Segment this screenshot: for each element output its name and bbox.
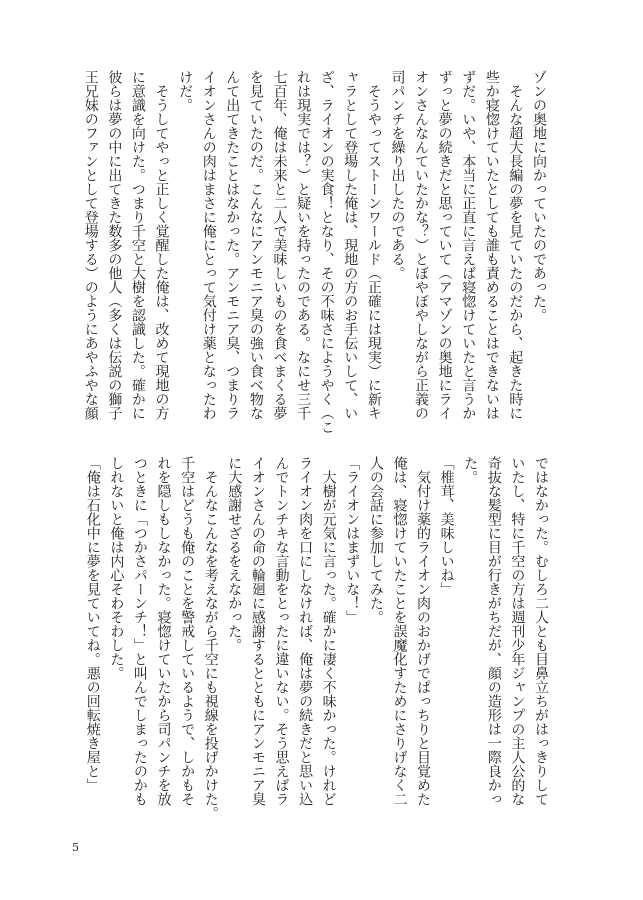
text-line: 「俺は石化中に夢を見ていてね。悪の回転焼き屋と」 [84,456,101,792]
text-line: 奇抜な髪型に目が行きがちだが、顔の造形は一際良かっ [485,456,502,806]
text-line: れは現実では？）と疑いを持ったのである。なにせ三千 [295,70,312,420]
text-line: 俺は、寝惚けていたことを誤魔化すためにさりげなく二 [391,456,408,806]
text-line: んて出てきたことはなかった。アンモニア臭、つまりラ [224,70,241,420]
text-line: ざ、ライオンの実食！となり、その不味さにようやく（こ [318,70,335,434]
text-line: に大感謝せざるをえなかった。 [226,456,243,652]
bottom-text-block [80,456,552,828]
text-line: 司パンチを繰り出したのである。 [389,70,406,280]
text-line: そうやってストーンワールド（正確には現実）に新キ [365,70,382,420]
text-line: オンさんなんていたかな？）とぼやぼやしながら正義の [413,70,430,420]
top-text-block [78,70,550,442]
text-line: イオンさんの命の輪廻に感謝するとともにアンモニア臭 [249,456,266,806]
text-line: 千空はどうも俺のことを警戒しているようで、しかもそ [179,456,196,806]
text-line: 大樹が元気に言った。確かに凄く不味かった。けれど [320,456,337,806]
text-line: んでトンチキな言動をとったに違いない。そう思えばラ [273,456,290,806]
text-line: 人の会話に参加してみた。 [367,456,384,624]
text-line: 七百年、俺は未来と二人で美味しいものを食べまくる夢 [271,70,288,420]
text-line: ずっと夢の続きだと思っていて（アマゾンの奥地にライ [436,70,453,420]
text-line: 「椎茸、美味しいね」 [438,456,455,596]
page-number: 5 [72,841,79,854]
text-line: つときに「つかさパーンチ！」と叫んでしまったのかも [131,456,148,806]
text-line: を見ていたのだ。こんなにアンモニア臭の強い食べ物な [247,70,264,420]
text-line: そんなこんなを考えながら千空にも視線を投げかけた。 [202,456,219,820]
text-line: た。 [462,456,479,484]
text-line: そんな超大長編の夢を見ていたのだから、起きた時に [507,70,524,420]
text-line: しれないと俺は内心そわそわした。 [108,456,125,680]
text-line: 王兄妹のファンとして登場する）のようにあやふやな顔 [82,70,99,420]
text-line: 「ライオンはまずいな！」 [344,456,361,624]
text-line: けだ。 [177,70,194,112]
text-line: に意識を向けた。つまり千空と大樹を認識した。確かに [129,70,146,420]
text-line: ゾンの奥地に向かっていたのであった。 [531,70,547,322]
text-line: ライオン肉を口にしなければ、俺は夢の続きだと思い込 [297,456,314,806]
text-line: ャラとして登場した俺は、現地の方のお手伝いして、い [342,70,359,420]
text-line: ずだ。いや、本当に正直に言えば寝惚けていたと言うか [460,70,477,420]
text-line: れを隠しもしなかった。寝惚けていたから司パンチを放 [155,456,172,806]
text-line: 気付け薬的ライオン肉のおかげでぱっちりと目覚めた [415,456,432,806]
text-line: 彼らは夢の中に出てきた数多の他人（多くは伝説の獅子 [106,70,123,420]
text-line: そうしてやっと正しく覚醒した俺は、改めて現地の方 [153,70,170,420]
text-line: ではなかった。むしろ二人とも目鼻立ちがはっきりして [533,456,549,806]
text-line: イオンさんの肉はまさに俺にとって気付け薬となったわ [200,70,217,420]
text-line: いたし、特に千空の方は週刊少年ジャンプの主人公的な [509,456,526,806]
text-line: 些か寝惚けていたとしても誰も責めることはできないは [483,70,500,420]
